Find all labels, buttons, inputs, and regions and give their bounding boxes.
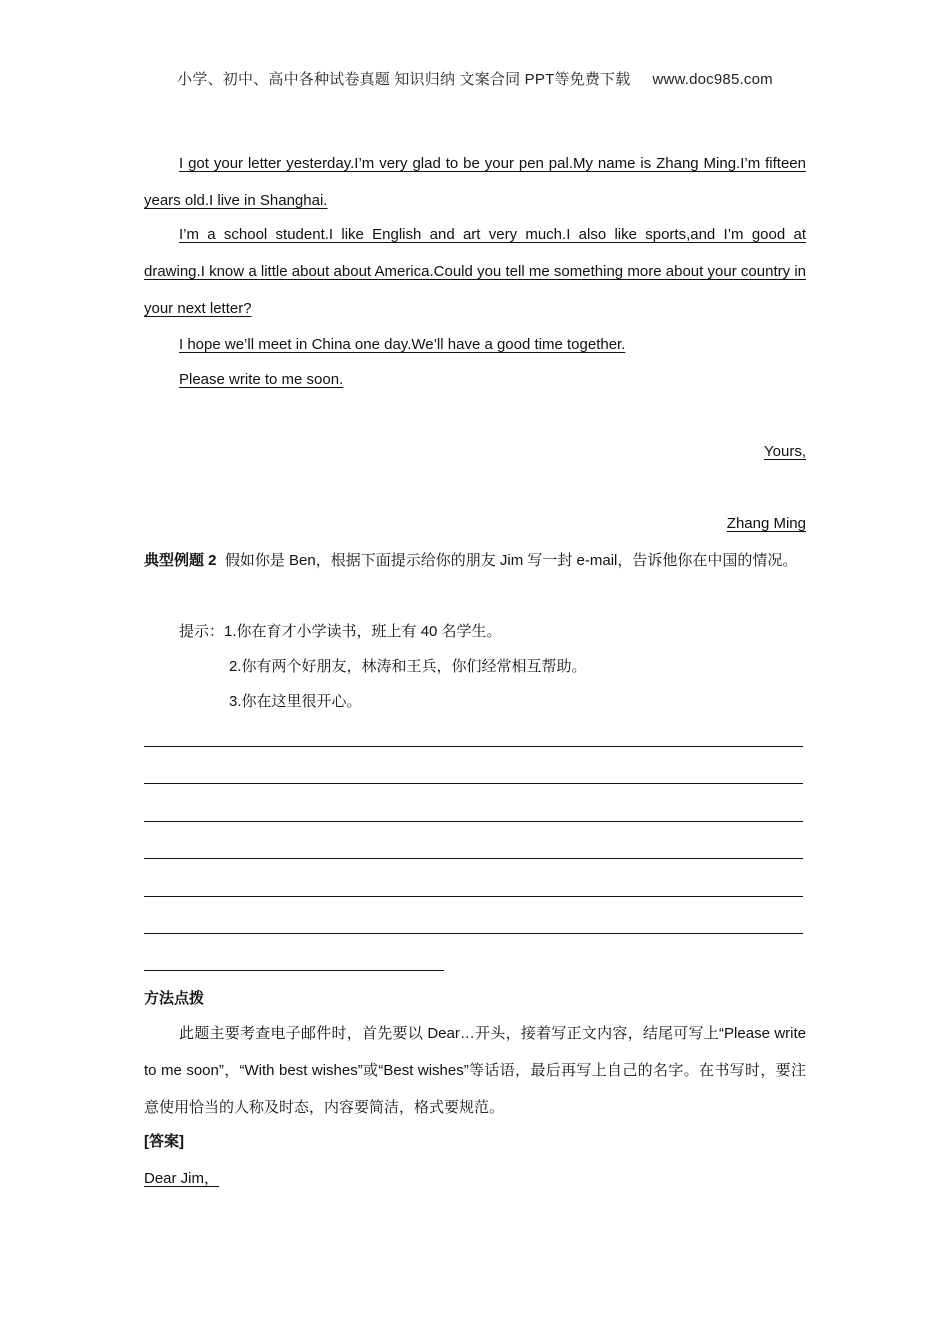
hint-2: 2.你有两个好朋友，林涛和王兵，你们经常相互帮助。 [229, 658, 587, 675]
writing-line[interactable] [144, 858, 803, 859]
answer-label: [答案] [144, 1133, 184, 1150]
header-site: www.doc985.com [652, 71, 773, 88]
method-text: 此题主要考查电子邮件时，首先要以 Dear…开头，接着写正文内容，结尾可写上“Please write to me soon”，“With best wishes”或“Best wishes”等话语，最后再写上自己的名字。在书写时，要注意使用恰当的人称及时态，内容要简洁，格式要规范。 [144, 1025, 806, 1116]
method-title: 方法点拨 [144, 990, 205, 1007]
letter-paragraph-2: I’m a school student.I like English and art very much.I also like sports,and I’m good at drawing.I know a little about about America.Could you tell me something more about your country in your next letter? [144, 226, 806, 317]
writing-line[interactable] [144, 970, 444, 971]
example-2 [144, 542, 806, 580]
letter-paragraph-4: Please write to me soon. [179, 371, 344, 388]
writing-line[interactable] [144, 821, 803, 822]
letter-closing: Yours, [764, 443, 806, 460]
hint-3: 3.你在这里很开心。 [229, 693, 362, 710]
example-label: 典型例题 2 [144, 552, 217, 569]
header-text: 小学、初中、高中各种试卷真题 知识归纳 文案合同 PPT等免费下载 [177, 71, 631, 88]
method-section [144, 980, 806, 1126]
letter-paragraph-1: I got your letter yesterday.I’m very glad to be your pen pal.My name is Zhang Ming.I’m fifteen years old.I live in Shanghai. [144, 155, 806, 209]
hint-1: 提示：1.你在育才小学读书，班上有 40 名学生。 [179, 623, 502, 640]
letter-body [144, 145, 806, 397]
hints [179, 614, 779, 719]
writing-line[interactable] [144, 933, 803, 934]
writing-line[interactable] [144, 746, 803, 747]
answer-greeting: Dear Jim， [144, 1170, 220, 1187]
answer-section [144, 1123, 806, 1197]
page-header [0, 68, 950, 89]
example-prompt: 典型例题 2 假如你是 Ben，根据下面提示给你的朋友 Jim 写一封 e-mail，告诉他你在中国的情况。 [144, 552, 798, 569]
writing-line[interactable] [144, 783, 803, 784]
writing-line[interactable] [144, 896, 803, 897]
letter-signature: Zhang Ming [726, 515, 806, 532]
letter-paragraph-3: I hope we’ll meet in China one day.We’ll have a good time together. [179, 336, 626, 353]
